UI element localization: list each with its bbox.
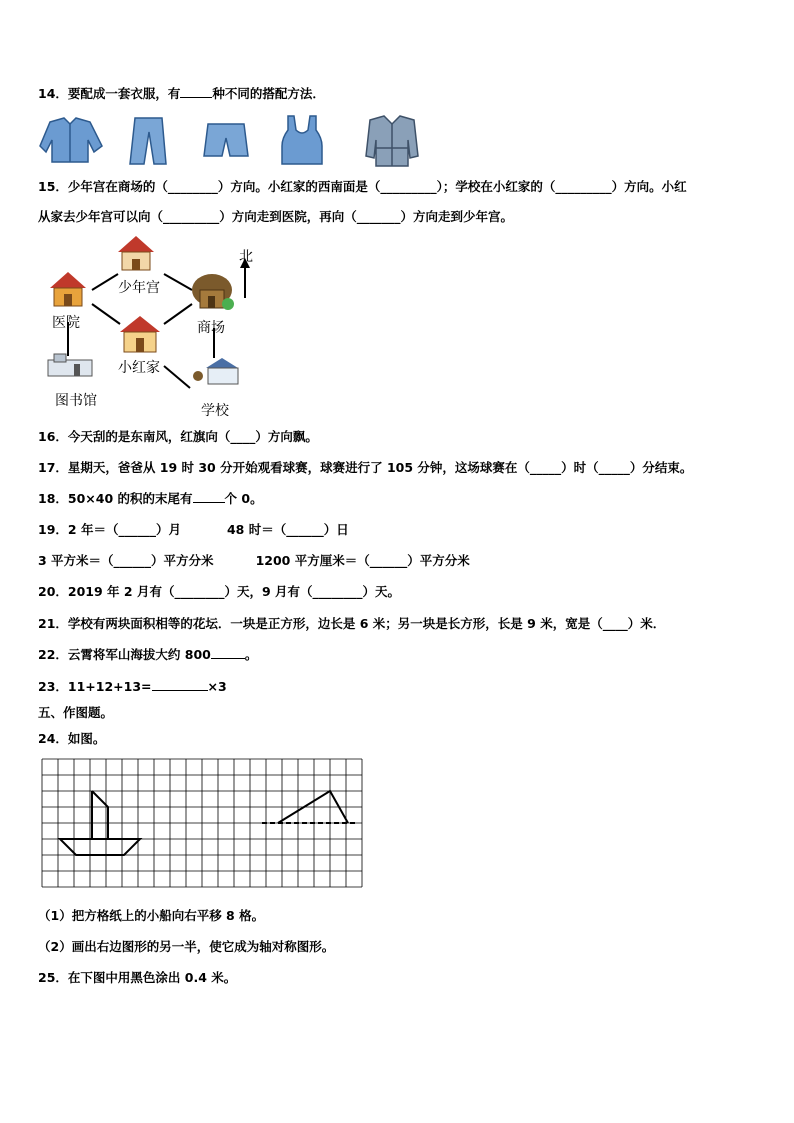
- line-youth-mall: [164, 274, 192, 290]
- q18-blank[interactable]: [193, 491, 225, 503]
- vest-icon: [282, 116, 322, 164]
- question-22: [38, 645, 257, 663]
- q14-blank[interactable]: [180, 86, 212, 98]
- north-label: 北: [239, 249, 253, 265]
- question-19-row-2: [38, 551, 470, 569]
- shorts-icon: [204, 124, 248, 156]
- youth-palace-icon: [118, 236, 154, 270]
- youth-palace-label: 少年宫: [118, 280, 160, 296]
- line-home-mall: [164, 304, 192, 324]
- mall-label: 商场: [197, 320, 225, 336]
- q22-text-pre: 22．云霄将军山海拔大约 800: [38, 647, 211, 662]
- q19-a: 19．2 年＝（______）月: [38, 522, 181, 537]
- coat-icon: [366, 116, 418, 166]
- section-5-heading: 五、作图题。: [38, 705, 114, 720]
- grid-paper: [40, 755, 364, 895]
- question-18: [38, 489, 263, 507]
- school-label: 学校: [201, 403, 229, 419]
- line-home-school: [164, 366, 190, 388]
- q23-blank[interactable]: [152, 679, 208, 691]
- question-16: 16．今天刮的是东南风，红旗向（____）方向飘。: [38, 429, 318, 444]
- line-hospital-home: [92, 304, 120, 324]
- clothes-images: [40, 116, 420, 168]
- question-21: 21．学校有两块面积相等的花坛．一块是正方形，边长是 6 米；另一块是长方形，长是 9 米，宽是（____）米．: [38, 616, 666, 631]
- question-25: 25．在下图中用黑色涂出 0.4 米。: [38, 970, 237, 985]
- q19-b: 48 时＝（______）日: [226, 522, 349, 537]
- q22-text-post: 。: [244, 647, 258, 662]
- q14-text-post: 种不同的搭配方法．: [212, 86, 325, 101]
- hospital-icon: [50, 272, 86, 306]
- q14-number: 14．: [38, 86, 68, 101]
- q14-text-pre: 要配成一套衣服，有: [67, 86, 181, 101]
- line-hospital-youth: [92, 274, 118, 290]
- mall-icon: [192, 274, 234, 310]
- question-15-line-1: 15．少年宫在商场的（________）方向。小红家的西南面是（_________）；学校在小红家的（_________）方向。小红: [38, 179, 687, 194]
- question-14: [38, 84, 325, 102]
- q23-text-pre: 23．11+12+13=: [38, 679, 152, 694]
- q19-c: 3 平方米＝（______）平方分米: [38, 553, 214, 568]
- question-24: 24．如图。: [38, 731, 106, 746]
- library-label: 图书馆: [55, 393, 97, 409]
- library-icon: [48, 354, 92, 376]
- q23-text-post: ×3: [207, 679, 227, 694]
- boat-hull: [60, 839, 140, 855]
- home-icon: [120, 316, 160, 352]
- jacket-icon: [40, 118, 102, 162]
- q19-d: 1200 平方厘米＝（______）平方分米: [255, 553, 470, 568]
- question-20: 20．2019 年 2 月有（________）天，9 月有（________）天。: [38, 584, 400, 599]
- question-17: 17．星期天，爸爸从 19 时 30 分开始观看球赛，球赛进行了 105 分钟，这场球赛在（_____）时（_____）分结束。: [38, 460, 693, 475]
- q18-text-post: 个 0。: [224, 491, 263, 506]
- question-23: [38, 677, 227, 695]
- hospital-label: 医院: [52, 315, 80, 331]
- school-icon: [193, 358, 238, 384]
- q18-text-pre: 18．50×40 的积的末尾有: [38, 491, 193, 506]
- question-19-row-1: [38, 520, 349, 538]
- trousers-icon: [130, 118, 166, 164]
- question-15-line-2: 从家去少年宫可以向（_________）方向走到医院，再向（_______）方向走到少年宫。: [38, 209, 514, 224]
- home-label: 小红家: [118, 360, 160, 376]
- q22-blank[interactable]: [211, 647, 245, 659]
- question-24-part-1: （1）把方格纸上的小船向右平移 8 格。: [38, 908, 265, 923]
- question-24-part-2: （2）画出右边图形的另一半，使它成为轴对称图形。: [38, 939, 335, 954]
